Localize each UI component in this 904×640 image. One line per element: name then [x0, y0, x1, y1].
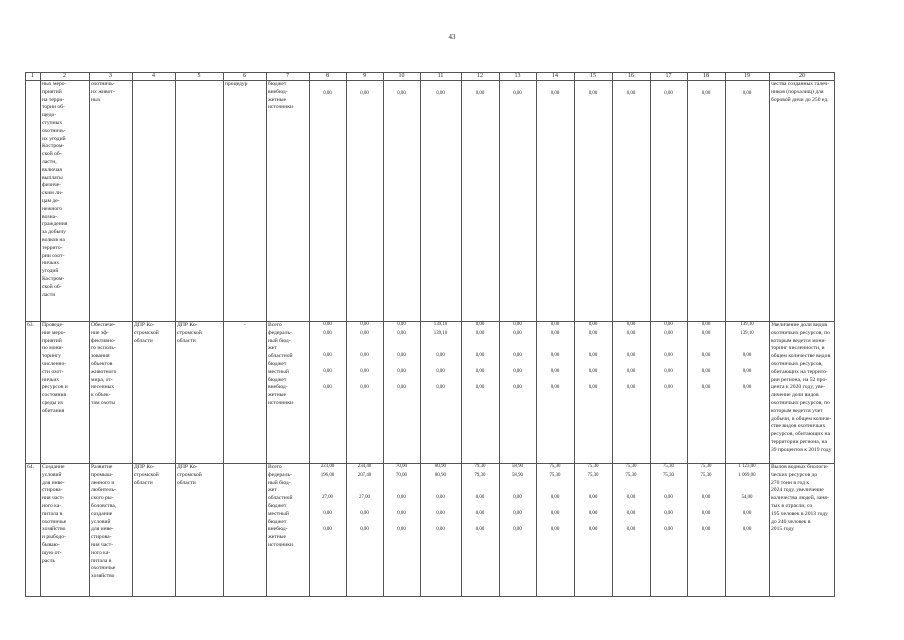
amount-cell: 0,00: [397, 353, 406, 358]
amount-cell: 0,00: [664, 369, 673, 374]
amount-cell: 0,00: [513, 91, 522, 96]
coexecutor-cell: ДПР Ко- стромской области: [177, 464, 202, 486]
amount-cell: 79,30: [474, 473, 486, 478]
amount-cell: 0,00: [513, 527, 522, 532]
goal-cell: Обеспече- ние эф- фективно- го исполь- зования объектов животного мира, от- несенных к объек- там охоты: [91, 322, 117, 406]
amount-cell: 0,00: [588, 385, 598, 390]
total-amount-cell: 0,00: [323, 322, 332, 327]
amount-cell: 0,00: [550, 385, 560, 390]
table-vline: [769, 72, 770, 597]
column-number-header: 19: [744, 73, 750, 79]
column-number-header: 7: [286, 73, 289, 79]
amount-cell: 54,00: [741, 495, 753, 500]
amount-cell: 0,00: [626, 495, 636, 500]
amount-cell: 0,00: [475, 353, 485, 358]
amount-cell: 1 069,00: [738, 473, 756, 478]
amount-cell: 0,00: [742, 91, 752, 96]
column-number-header: 18: [703, 73, 709, 79]
amount-cell: 0,00: [588, 353, 598, 358]
amount-cell: 0,00: [513, 511, 522, 516]
amount-cell: 0,00: [397, 385, 406, 390]
amount-cell: 0,00: [742, 511, 752, 516]
amount-cell: 0,00: [588, 91, 598, 96]
funding-source-cell: Всего федераль- ный бюд- жет областной бюджет местный бюджет внебюд- жетные источники: [268, 322, 294, 406]
amount-cell: 0,00: [626, 353, 636, 358]
total-amount-cell: 0,00: [701, 322, 711, 327]
amount-cell: 0,00: [323, 527, 332, 532]
amount-cell: 75,30: [587, 473, 599, 478]
column-number-header: 13: [514, 73, 521, 79]
column-number-header: 9: [363, 73, 366, 79]
executor-cell: ДПР Ко- стромской области: [134, 464, 159, 486]
amount-cell: 0,00: [397, 527, 406, 532]
amount-cell: 0,00: [323, 353, 332, 358]
table-vline: [834, 72, 835, 597]
amount-cell: 0,00: [323, 369, 332, 374]
amount-cell: 0,00: [397, 511, 406, 516]
amount-cell: 0,00: [513, 331, 522, 336]
amount-cell: 0,00: [588, 527, 598, 532]
amount-cell: 0,00: [475, 385, 485, 390]
amount-cell: 0,00: [550, 511, 560, 516]
amount-cell: 0,00: [701, 353, 711, 358]
amount-cell: 0,00: [436, 369, 445, 374]
amount-cell: 0,00: [664, 331, 673, 336]
amount-cell: 0,00: [360, 527, 369, 532]
amount-cell: 0,00: [513, 369, 522, 374]
total-amount-cell: 234,40: [357, 464, 372, 469]
amount-cell: 0,00: [701, 495, 711, 500]
amount-cell: 0,00: [664, 511, 673, 516]
amount-cell: 0,00: [550, 91, 560, 96]
row-number-cell: 64.: [27, 464, 34, 470]
amount-cell: 0,00: [701, 91, 711, 96]
amount-cell: 75,30: [662, 473, 674, 478]
total-amount-cell: 80,90: [434, 464, 446, 469]
column-number-header: 11: [437, 73, 444, 79]
amount-cell: 0,00: [742, 353, 752, 358]
amount-cell: 0,00: [323, 91, 332, 96]
amount-cell: 0,00: [360, 91, 369, 96]
procedure-cell: -: [243, 322, 246, 328]
amount-cell: 0,00: [397, 369, 406, 374]
amount-cell: 0,00: [550, 527, 560, 532]
executor-cell: ДПР Ко- стромской области: [134, 322, 159, 344]
amount-cell: 0,00: [436, 385, 445, 390]
amount-cell: 0,00: [397, 495, 406, 500]
table-vline: [175, 72, 176, 597]
amount-cell: 80,90: [434, 473, 446, 478]
column-number-header: 5: [197, 73, 201, 79]
program-table: [25, 72, 835, 597]
amount-cell: 0,00: [664, 527, 673, 532]
amount-cell: 0,00: [626, 511, 636, 516]
amount-cell: 0,00: [626, 91, 636, 96]
amount-cell: 0,00: [397, 331, 406, 336]
amount-cell: 139,10: [740, 331, 754, 336]
amount-cell: 139,10: [433, 331, 448, 336]
total-amount-cell: 139,10: [740, 322, 754, 327]
column-number-header: 3: [109, 73, 112, 79]
amount-cell: 0,00: [701, 369, 711, 374]
result-cell: Увеличение доли видов охотничьих ресурсов, по которым ведется мони- торинг численности, в общем количестве видов охотничьих ресурсов, обитающих на террито- рии региона, на 52 про- цента к 2020 году, уве- личение доли видов охотничьих ресурсов, по которым ведется учет добычи, в общем количе- стве видов охотничьих ресурсов, обитающих на территории региона, на 39 процентов к 2019 году: [771, 322, 832, 453]
column-number-header: 16: [628, 73, 634, 79]
total-amount-cell: 1 123,00: [738, 464, 756, 469]
measure-name-cell: ных меро- приятий на терри- тории об- щедо- ступных охотничь- их угодий Костром- ской об- ласти, включая выплаты физиче- ским ли- цам де- нежного возна- граждения за добычу волков на террито- рии охот- ничьих угодий Костром- ской об- ласти: [42, 81, 68, 298]
column-number-header: 14: [552, 73, 558, 79]
amount-cell: 0,00: [588, 331, 598, 336]
amount-cell: 27,00: [321, 495, 333, 500]
amount-cell: 0,00: [513, 385, 522, 390]
total-amount-cell: 75,30: [549, 464, 561, 469]
total-amount-cell: 0,00: [513, 322, 522, 327]
goal-cell: Развитие промыш- ленного и любитель- ского ры- боловства, создание условий для инве- стирова- ния част- ного ка- питала в охотничье хозяйство: [91, 464, 117, 580]
amount-cell: 0,00: [664, 385, 673, 390]
coexecutor-cell: ДПР Ко- стромской области: [177, 322, 202, 344]
total-amount-cell: 0,00: [397, 322, 406, 327]
measure-name-cell: Создание условий для инве- стирова- ния част- ного ка- питала в охотничье хозяйство и рыбодо- бываю- щую от- расль: [42, 464, 67, 564]
amount-cell: 0,00: [475, 331, 485, 336]
table-vline: [25, 72, 26, 597]
amount-cell: 0,00: [475, 527, 485, 532]
amount-cell: 0,00: [475, 369, 485, 374]
total-amount-cell: 75,30: [662, 464, 674, 469]
amount-cell: 0,00: [436, 91, 445, 96]
amount-cell: 0,00: [742, 369, 752, 374]
amount-cell: 0,00: [513, 353, 522, 358]
amount-cell: 0,00: [626, 331, 636, 336]
amount-cell: 0,00: [323, 331, 332, 336]
amount-cell: 75,30: [549, 473, 561, 478]
amount-cell: 0,00: [436, 511, 445, 516]
amount-cell: 0,00: [701, 385, 711, 390]
column-number-header: 8: [326, 73, 329, 79]
amount-cell: 0,00: [550, 495, 560, 500]
amount-cell: 207,40: [357, 473, 372, 478]
amount-cell: 196,00: [320, 473, 335, 478]
total-amount-cell: 0,00: [626, 322, 636, 327]
amount-cell: 0,00: [742, 385, 752, 390]
amount-cell: 0,00: [360, 511, 369, 516]
table-hline: [25, 80, 835, 81]
amount-cell: 0,00: [360, 385, 369, 390]
row-number-cell: 63.: [27, 322, 34, 328]
total-amount-cell: 0,00: [475, 322, 485, 327]
page-number: 43: [448, 33, 456, 41]
amount-cell: 0,00: [588, 511, 598, 516]
amount-cell: 0,00: [664, 353, 673, 358]
table-vline: [132, 72, 133, 597]
amount-cell: 0,00: [588, 369, 598, 374]
amount-cell: 0,00: [475, 495, 485, 500]
amount-cell: 0,00: [360, 353, 369, 358]
amount-cell: 0,00: [475, 511, 485, 516]
table-hline: [25, 596, 835, 597]
column-number-header: 6: [243, 73, 246, 79]
procedure-cell: процедур: [225, 81, 248, 87]
total-amount-cell: 0,00: [360, 322, 369, 327]
funding-source-cell: Всего федераль- ный бюд- жет областной бюджет местный бюджет внебюд- жетные источники: [268, 464, 294, 548]
goal-cell: охотничь- их живот- ных: [91, 81, 115, 103]
amount-cell: 0,00: [323, 511, 332, 516]
result-cell: чества созданных галеч- ников (порхалищ) для боровой дичи до 250 ед.: [771, 81, 830, 103]
total-amount-cell: 75,30: [700, 464, 712, 469]
amount-cell: 0,00: [360, 331, 369, 336]
amount-cell: 0,00: [626, 369, 636, 374]
amount-cell: 0,00: [475, 91, 485, 96]
amount-cell: 0,00: [626, 527, 636, 532]
amount-cell: 0,00: [550, 331, 560, 336]
total-amount-cell: 0,00: [664, 322, 673, 327]
total-amount-cell: 139,10: [433, 322, 448, 327]
amount-cell: 0,00: [323, 385, 332, 390]
column-number-header: 2: [63, 73, 66, 79]
total-amount-cell: 79,30: [474, 464, 486, 469]
amount-cell: 58,90: [511, 473, 523, 478]
amount-cell: 0,00: [550, 369, 560, 374]
amount-cell: 0,00: [360, 369, 369, 374]
amount-cell: 70,00: [395, 473, 407, 478]
amount-cell: 0,00: [742, 527, 752, 532]
amount-cell: 0,00: [701, 511, 711, 516]
amount-cell: 0,00: [550, 353, 560, 358]
total-amount-cell: 0,00: [550, 322, 560, 327]
amount-cell: 75,30: [700, 473, 712, 478]
result-cell: Вылов водных биологи- ческих ресурсов до 270 тонн в год к 2024 году, увеличение количества людей, заня- тых в отрасли, со 195 человек в 2013 году до 240 человек в 2015 году: [771, 464, 829, 533]
amount-cell: 0,00: [436, 353, 445, 358]
column-number-header: 10: [398, 73, 405, 79]
funding-source-cell: бюджет внебюд- жетные источники: [268, 81, 294, 111]
table-vline: [223, 72, 224, 597]
column-number-header: 12: [477, 73, 483, 79]
column-number-header: 1: [31, 73, 34, 79]
amount-cell: 27,00: [358, 495, 370, 500]
total-amount-cell: 75,30: [587, 464, 599, 469]
amount-cell: 0,00: [664, 495, 673, 500]
column-number-header: 20: [799, 73, 805, 79]
measure-name-cell: Проведе- ние меро- приятий по мони- торингу численно- сти охот- ничьих ресурсов и состояния среды их обитания: [42, 322, 68, 414]
total-amount-cell: 70,00: [395, 464, 407, 469]
column-number-header: 17: [665, 73, 672, 79]
amount-cell: 0,00: [397, 91, 406, 96]
table-vline: [40, 72, 41, 597]
total-amount-cell: 0,00: [588, 322, 598, 327]
table-vline: [266, 72, 267, 597]
amount-cell: 0,00: [701, 331, 711, 336]
table-vline: [89, 72, 90, 597]
amount-cell: 0,00: [436, 527, 445, 532]
column-number-header: 15: [590, 73, 596, 79]
amount-cell: 0,00: [436, 495, 445, 500]
amount-cell: 0,00: [626, 385, 636, 390]
column-number-header: 4: [152, 73, 155, 79]
amount-cell: 0,00: [664, 91, 673, 96]
amount-cell: 0,00: [588, 495, 598, 500]
total-amount-cell: 58,90: [511, 464, 523, 469]
total-amount-cell: 223,00: [320, 464, 335, 469]
amount-cell: 0,00: [701, 527, 711, 532]
total-amount-cell: 75,30: [625, 464, 637, 469]
amount-cell: 75,30: [625, 473, 637, 478]
amount-cell: 0,00: [513, 495, 522, 500]
